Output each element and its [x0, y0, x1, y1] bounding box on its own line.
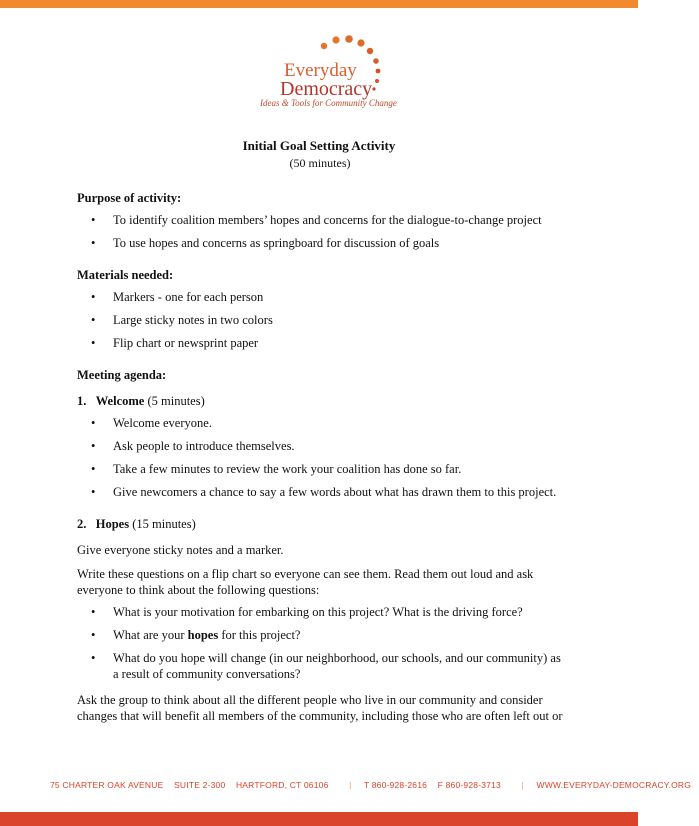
- document-body: [77, 190, 567, 732]
- hopes-paragraph-2: Write these questions on a flip chart so everyone can see them. Read them out loud and ask everyone to think about the following questions:: [77, 567, 534, 597]
- top-accent-bar: [0, 0, 638, 8]
- hopes-number: 2.: [77, 517, 87, 531]
- welcome-list: [77, 415, 567, 500]
- purpose-heading: Purpose of activity:: [77, 191, 182, 205]
- materials-heading: Materials needed:: [77, 268, 174, 282]
- list-item: • To identify coalition members’ hopes and concerns for the dialogue-to-change project: [77, 212, 567, 228]
- welcome-number: 1.: [77, 394, 87, 408]
- welcome-heading: [77, 393, 567, 409]
- list-item: • What do you hope will change (in our neighborhood, our schools, and our community) as a result of community conversations?: [77, 650, 567, 682]
- page-title: Initial Goal Setting Activity: [242, 138, 396, 153]
- footer-city: HARTFORD, CT 06106: [235, 780, 329, 790]
- hopes-paragraph-3: Ask the group to think about all the different people who live in our community and consider changes that will benefit all members of the community, including those who are often left out or: [77, 693, 563, 723]
- list-item: • Large sticky notes in two colors: [77, 312, 567, 328]
- welcome-duration: (5 minutes): [147, 394, 205, 408]
- logo-line-1: Everyday: [284, 60, 357, 81]
- list-item: • Give newcomers a chance to say a few words about what has drawn them to this project.: [77, 484, 567, 500]
- list-item: • What is your motivation for embarking on this project? What is the driving force?: [77, 604, 567, 620]
- page-subtitle: (50 minutes): [289, 156, 351, 170]
- agenda-section: [77, 367, 567, 383]
- list-item: • To use hopes and concerns as springboard for discussion of goals: [77, 235, 567, 251]
- hopes-questions-list: [77, 604, 567, 682]
- footer-fax: F 860-928-3713: [437, 780, 501, 790]
- hopes-duration: (15 minutes): [132, 517, 196, 531]
- hopes-title: Hopes: [95, 517, 130, 531]
- list-item: • Welcome everyone.: [77, 415, 567, 431]
- footer-phone: T 860-928-2616: [363, 780, 428, 790]
- footer-contact: [50, 780, 692, 790]
- hopes-paragraph-1: Give everyone sticky notes and a marker.: [77, 543, 284, 557]
- footer-separator: |: [521, 780, 524, 790]
- materials-section: [77, 267, 567, 351]
- hopes-section: [77, 516, 567, 724]
- welcome-section: [77, 393, 567, 500]
- purpose-list: [77, 212, 567, 251]
- bottom-accent-bar: [0, 812, 638, 826]
- list-item: • Flip chart or newsprint paper: [77, 335, 567, 351]
- list-item: • Take a few minutes to review the work your coalition has done so far.: [77, 461, 567, 477]
- purpose-section: [77, 190, 567, 251]
- logo-tagline: Ideas & Tools for Community Change: [260, 98, 397, 108]
- agenda-heading: Meeting agenda:: [77, 368, 167, 382]
- list-item: • Markers - one for each person: [77, 289, 567, 305]
- hopes-heading: [77, 516, 567, 532]
- footer-website[interactable]: WWW.EVERYDAY-DEMOCRACY.ORG: [536, 780, 692, 790]
- materials-list: [77, 289, 567, 351]
- question-text: for this project?: [218, 628, 301, 642]
- question-text: What are your: [113, 628, 188, 642]
- welcome-title: Welcome: [95, 394, 145, 408]
- question-emphasis: hopes: [187, 628, 219, 642]
- footer-suite: SUITE 2-300: [174, 780, 226, 790]
- footer-separator: |: [349, 780, 352, 790]
- footer-address: 75 CHARTER OAK AVENUE: [50, 780, 164, 790]
- everyday-democracy-logo: [250, 32, 410, 112]
- list-item: • Ask people to introduce themselves.: [77, 438, 567, 454]
- logo-line-2: Democracy: [280, 78, 373, 100]
- list-item: [77, 627, 567, 643]
